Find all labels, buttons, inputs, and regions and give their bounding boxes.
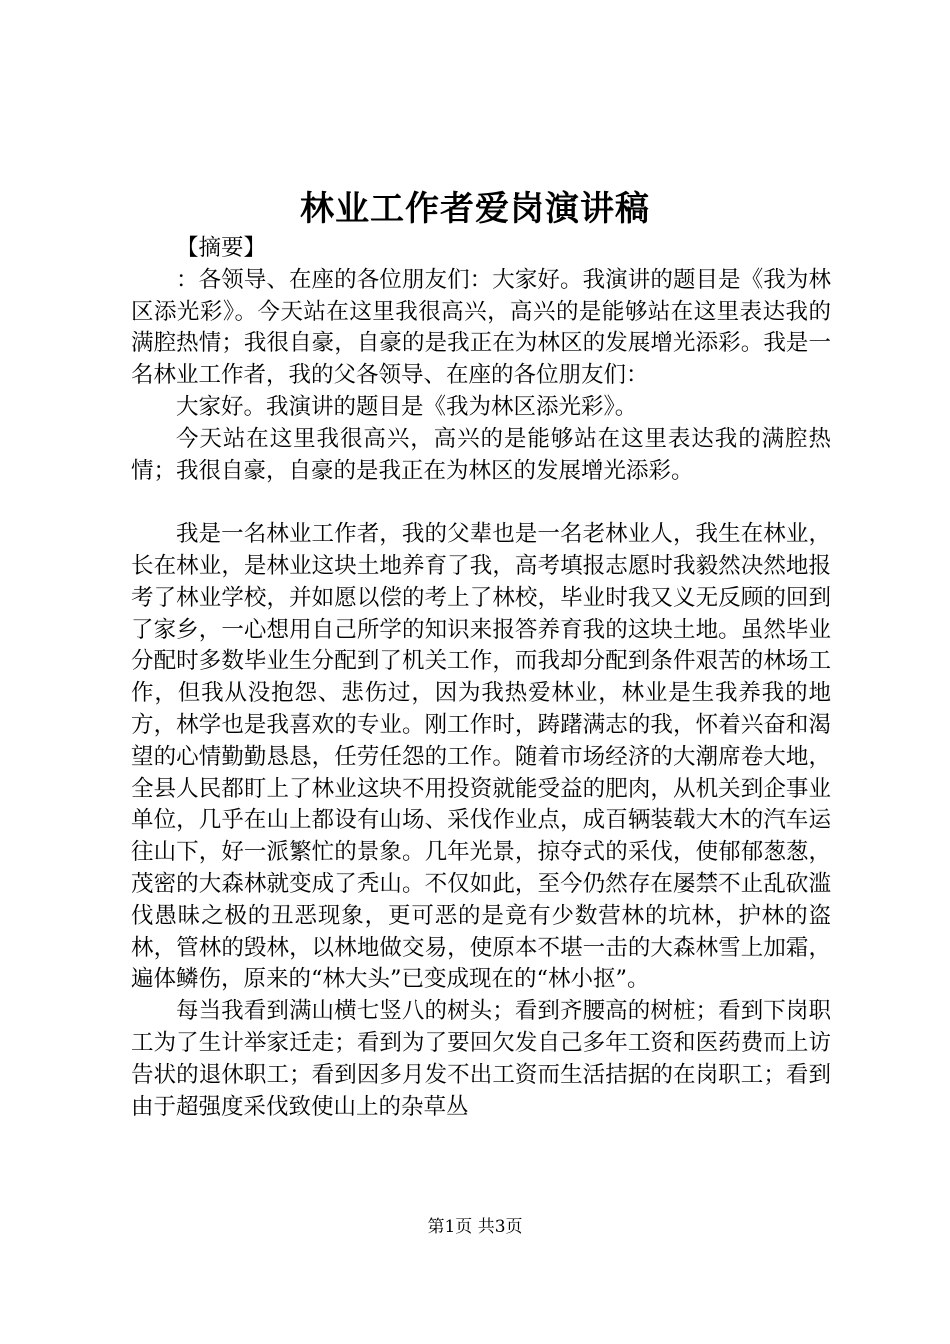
document-body [131,233,831,1123]
paragraph-4: 我是一名林业工作者，我的父辈也是一名老林业人，我生在林业，长在林业，是林业这块土地养育了我，高考填报志愿时我毅然决然地报考了林业学校，并如愿以偿的考上了林校，毕业时我又义无反顾的回到了家乡，一心想用自己所学的知识来报答养育我的这块土地。虽然毕业分配时多数毕业生分配到了机关工作，而我却分配到条件艰苦的林场工作，但我从没抱怨、悲伤过，因为我热爱林业，林业是生我养我的地方，林学也是我喜欢的专业。刚工作时，踌躇满志的我，怀着兴奋和渴望的心情勤勤恳恳，任劳任怨的工作。随着市场经济的大潮席卷大地，全县人民都盯上了林业这块不用投资就能受益的肥肉，从机关到企事业单位，几乎在山上都设有山场、采伐作业点，成百辆装载大木的汽车运往山下，好一派繁忙的景象。几年光景，掠夺式的采伐，使郁郁葱葱，茂密的大森林就变成了秃山。不仅如此，至今仍然存在屡禁不止乱砍滥伐愚昧之极的丑恶现象，更可恶的是竟有少数营林的坑林，护林的盗林，管林的毁林，以林地做交易，使原本不堪一击的大森林雪上加霜，遍体鳞伤，原来的“林大头”已变成现在的“林小抠”。 [131,521,831,993]
paragraph-1: ：各领导、在座的各位朋友们：大家好。我演讲的题目是《我为林区添光彩》。今天站在这里我很高兴，高兴的是能够站在这里表达我的满腔热情；我很自豪，自豪的是我正在为林区的发展增光添彩。我是一名林业工作者，我的父各领导、在座的各位朋友们： [131,266,831,389]
abstract-label: 【摘要】 [176,235,267,261]
blank-line [131,487,831,519]
paragraph-5: 每当我看到满山横七竖八的树头；看到齐腰高的树桩；看到下岗职工为了生计举家迁走；看到为了要回欠发自己多年工资和医药费而上访告状的退休职工；看到因多月发不出工资而生活拮据的在岗职工；看到由于超强度采伐致使山上的杂草丛 [131,998,831,1120]
paragraph-2: 大家好。我演讲的题目是《我为林区添光彩》。 [176,393,638,420]
paragraph-3: 今天站在这里我很高兴，高兴的是能够站在这里表达我的满腔热情；我很自豪，自豪的是我正在为林区的发展增光添彩。 [131,425,831,484]
page-title: 林业工作者爱岗演讲稿 [300,189,650,229]
page-footer: 第1页 共3页 [427,1217,523,1237]
